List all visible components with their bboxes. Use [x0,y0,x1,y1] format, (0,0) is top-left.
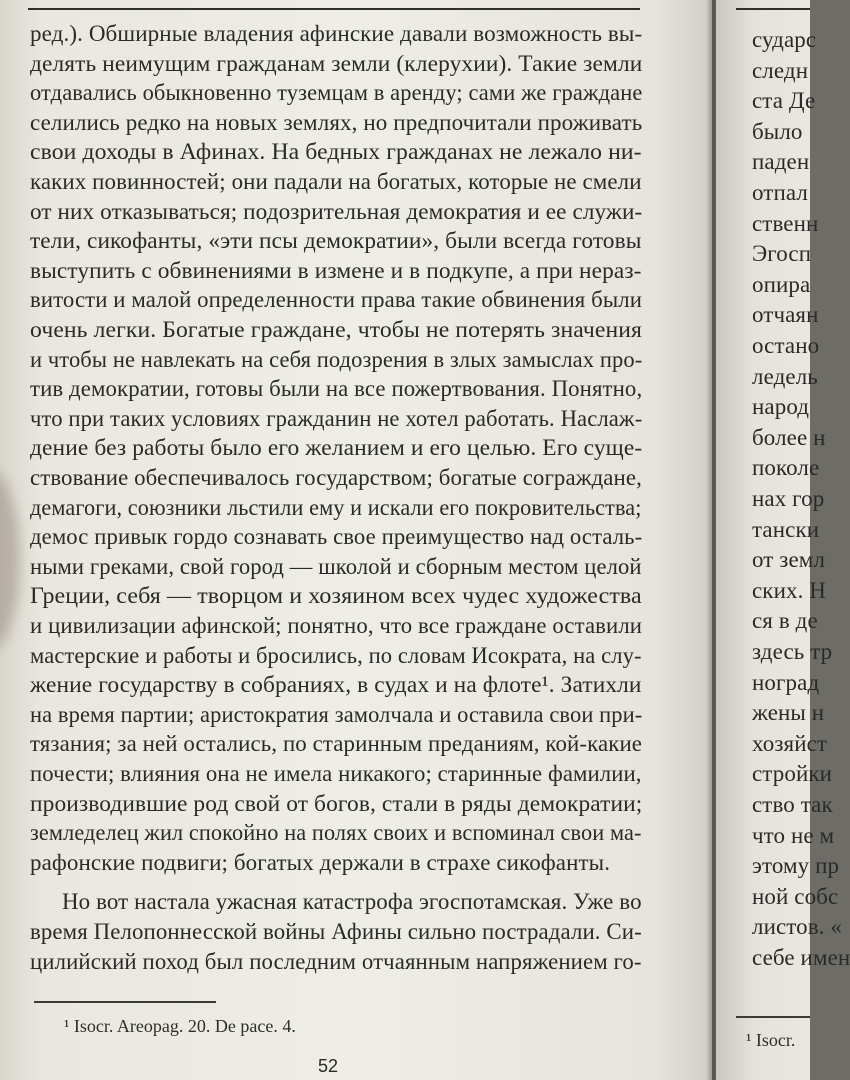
text-line: демагоги, союзники льстили ему и искали его покровительства; [30,494,642,520]
text-line: этому пр [752,853,840,879]
text-line: делять неимущим гражданам земли (клерухии). Такие земли [30,50,643,76]
text-line: демос привык гордо сознавать свое преимущество над осталь- [30,524,643,550]
text-line: поколе [752,455,820,481]
text-line: остано [752,333,820,358]
text-line: ство так [752,792,833,817]
text-line: витости и малой определенности права такие обвинения были [30,287,643,313]
text-line: ноград [752,669,820,695]
text-line: тански [752,516,820,542]
text-line: от земл [752,547,826,573]
footnote-rule-right [736,1016,810,1018]
text-line: следн [752,57,809,83]
text-line: листов. « [752,914,843,940]
text-line: жение государству в собраниях, в судах и на флоте¹. Затихли [30,672,642,698]
text-line: производившие род свой от богов, стали в ряды демократии; [30,790,643,816]
text-line: что при таких условиях гражданин не хотел работать. Наслаж- [30,405,643,431]
text-line: отдавались обыкновенно туземцам в аренду; сами же граждане [30,80,643,106]
text-line: ной собс [752,883,839,909]
text-line: паден [752,149,810,175]
text-line: опира [752,271,811,297]
text-line: нах гор [752,486,825,511]
finger-shadow [0,470,20,650]
text-line: земледелец жил спокойно на полях своих и вспоминал свои ма- [30,820,642,846]
text-line: время Пелопоннесской войны Афины сильно пострадали. Си- [30,919,642,944]
text-line: ред.). Обширные владения афинские давали возможность вы- [30,21,643,46]
text-line: отпал [752,180,808,205]
header-rule [28,8,640,10]
text-line: ствование обеспечивалось государством; богатые сограждане, [30,465,642,490]
text-line: стройки [752,761,833,787]
header-rule-right [736,8,810,10]
text-line: сударс [752,27,817,52]
text-line: цилийский поход был последним отчаянным напряжением го- [30,948,642,974]
text-line: и цивилизации афинской; понятно, что все граждане оставили [30,613,643,638]
footnote-rule [34,1001,216,1003]
text-line: почести; влияния она не имела никакого; старинные фамилии, [30,761,642,786]
text-line: ственн [752,210,819,236]
text-line: тели, сикофанты, «эти псы демократии», были всегда готовы [30,228,642,254]
text-line: здесь тр [752,639,833,664]
text-line: очень легки. Богатые граждане, чтобы не потерять значения [30,317,643,342]
text-line: хозяйст [752,730,828,756]
text-line: тив демократии, готовы были на все пожертвования. Понятно, [30,376,643,402]
text-line: жены н [752,700,825,726]
text-line: свои доходы в Афинах. На бедных гражданах не лежало ни- [30,139,642,165]
text-line: ста Де [752,88,816,114]
text-line: ских. Н [752,577,827,603]
text-line: мастерские и работы и бросились, по словам Исократа, на слу- [30,642,642,668]
text-line: отчаян [752,302,819,328]
text-line: выступить с обвинениями в измене и в подкупе, а при нераз- [30,257,642,283]
text-line: и чтобы не навлекать на себя подозрения в злых замыслах про- [30,346,643,372]
text-line: более н [752,424,826,450]
text-line: дение без работы было его желанием и его целью. Его суще- [30,435,643,461]
footnote: ¹ Isocr. Areopag. 20. De pace. 4. [64,1016,296,1036]
text-line: было [752,118,803,144]
text-line: Эгосп [752,241,812,267]
text-line: что не м [752,822,835,848]
text-line: тязания; за ней остались, по старинным преданиям, кой-какие [30,731,643,757]
text-line: от них отказываться; подозрительная демократия и ее служи- [30,198,643,224]
text-line: Но вот настала ужасная катастрофа эгоспотамская. Уже во [62,889,642,915]
text-line: селились редко на новых землях, но предпочитали проживать [30,109,643,135]
text-line: рафонские подвиги; богатых держали в страхе сикофанты. [30,849,611,875]
text-line: ся в де [752,608,818,634]
text-line: себе имен [752,945,850,970]
page-number: 52 [318,1056,339,1076]
text-line: на время партии; аристократия замолчала и оставила свои при- [30,701,643,727]
text-line: народ [752,394,810,420]
footnote-right: ¹ Isocr. [746,1030,796,1050]
text-line: Греции, себя — творцом и хозяином всех чудес художества [30,583,642,609]
text-line: каких повинностей; они падали на богатых, которые не смели [30,169,642,194]
text-line: ными греками, свой город — школой и сборным местом целой [30,553,642,579]
right-book-page [716,0,850,1080]
text-line: ледель [752,363,818,389]
